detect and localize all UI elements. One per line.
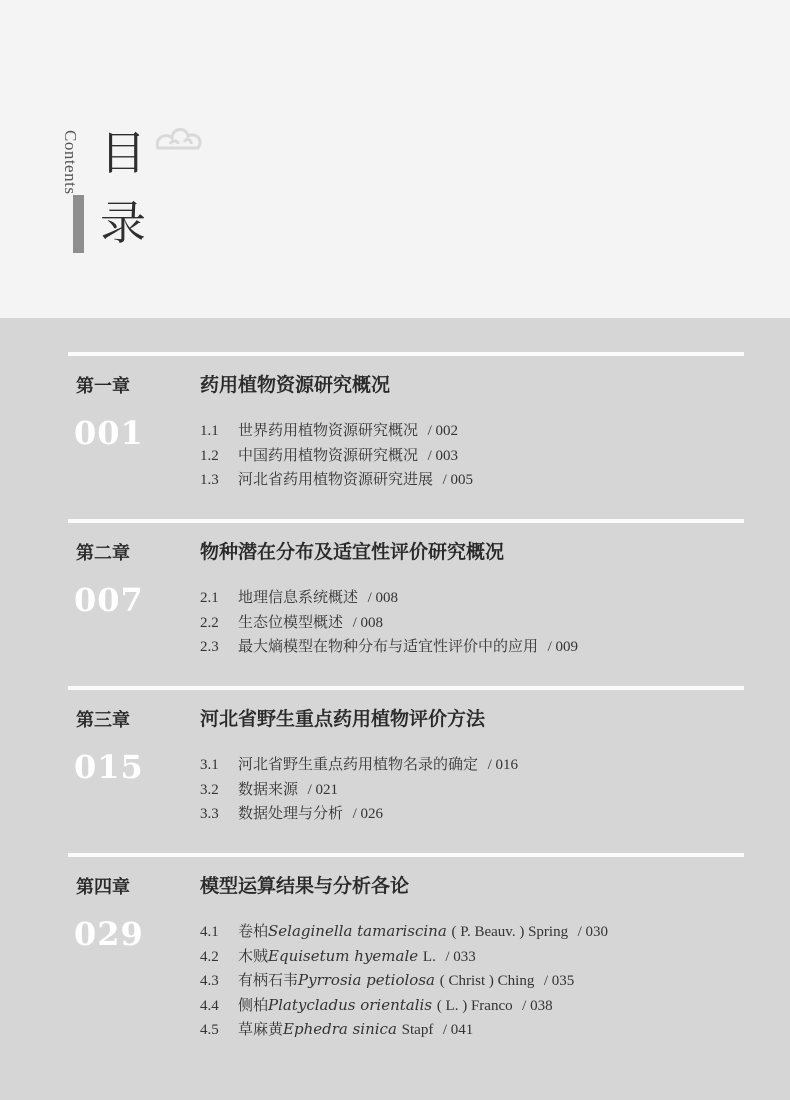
section-title: 数据处理与分析 [238, 804, 344, 822]
section-number: 3.1 [200, 757, 219, 773]
section-number: 3.2 [200, 781, 219, 798]
cloud-ornament-icon [150, 110, 210, 170]
chapter-page-number: 029 [74, 915, 144, 953]
section-title: 河北省药用植物资源研究进展 [238, 470, 434, 488]
section-list [200, 585, 578, 659]
section-page: / 033 [445, 948, 476, 965]
section-title: 中国药用植物资源研究概况 [238, 445, 419, 464]
section-page: / 021 [307, 781, 338, 798]
species-latin-name: Equisetum hyemale [268, 946, 419, 965]
section-title: 河北省野生重点药用植物名录的确定 [238, 755, 479, 773]
species-latin-name: Ephedra sinica [283, 1020, 397, 1038]
section-page: / 008 [352, 614, 383, 631]
toc-entry[interactable] [200, 634, 578, 659]
toc-entry[interactable] [200, 1017, 608, 1042]
toc-entry[interactable] [200, 752, 518, 777]
section-number: 4.4 [200, 997, 219, 1014]
species-author: ( P. Beauv. ) Spring [451, 924, 569, 940]
section-title: 地理信息系统概述 [238, 588, 359, 606]
title-char-lu: 录 [100, 196, 146, 250]
section-page: / 005 [442, 472, 473, 488]
chapter-title: 河北省野生重点药用植物评价方法 [200, 708, 486, 730]
section-number: 2.1 [200, 590, 219, 606]
chapter-divider [68, 853, 744, 857]
chapter-label: 第四章 [76, 877, 130, 898]
toc-entry[interactable] [200, 801, 518, 826]
section-number: 1.3 [200, 472, 219, 488]
species-chinese-name: 侧柏 [238, 995, 269, 1014]
section-page: / 016 [487, 757, 518, 773]
section-page: / 030 [577, 924, 609, 940]
section-number: 3.3 [200, 806, 219, 822]
species-chinese-name: 有柄石韦 [238, 971, 299, 989]
title-char-mu: 目 [100, 126, 146, 180]
chapter-page-number: 007 [74, 581, 144, 619]
toc-entry[interactable] [200, 993, 608, 1018]
section-page: / 035 [543, 973, 575, 989]
section-number: 1.2 [200, 447, 219, 464]
section-number: 4.2 [200, 948, 219, 965]
chapter-label: 第二章 [76, 543, 130, 564]
section-number: 4.3 [200, 973, 219, 989]
species-author: ( Christ ) Ching [439, 973, 535, 989]
section-title: 世界药用植物资源研究概况 [238, 421, 419, 439]
toc-entry[interactable] [200, 610, 578, 635]
contents-accent-bar [73, 195, 84, 253]
contents-vertical-label: Contents [61, 130, 80, 195]
chapter-page-number: 001 [74, 414, 144, 452]
chapter-page-number: 015 [74, 748, 144, 786]
toc-entry[interactable] [200, 944, 608, 969]
species-author: Stapf [401, 1022, 434, 1038]
page-header-area [0, 0, 790, 318]
section-list [200, 418, 473, 492]
toc-entry[interactable] [200, 968, 608, 993]
section-list [200, 752, 518, 826]
section-page: / 041 [442, 1022, 474, 1038]
species-author: L. [422, 948, 436, 965]
species-chinese-name: 卷柏 [238, 922, 269, 940]
section-page: / 026 [352, 806, 383, 822]
section-page: / 038 [522, 997, 553, 1014]
species-chinese-name: 草麻黄 [238, 1020, 284, 1038]
chapter-label: 第三章 [76, 710, 130, 731]
toc-entry[interactable] [200, 585, 578, 610]
chapter-title: 模型运算结果与分析各论 [200, 875, 410, 897]
chapter-title: 物种潜在分布及适宜性评价研究概况 [200, 541, 505, 563]
section-number: 4.5 [200, 1022, 219, 1038]
section-page: / 009 [547, 639, 578, 655]
section-list [200, 919, 608, 1042]
chapter-divider [68, 352, 744, 356]
section-title: 生态位模型概述 [238, 612, 344, 631]
toc-entry[interactable] [200, 467, 473, 492]
species-author: ( L. ) Franco [436, 997, 513, 1014]
section-number: 4.1 [200, 924, 219, 940]
chapter-title: 药用植物资源研究概况 [200, 374, 391, 396]
toc-entry[interactable] [200, 919, 608, 944]
species-latin-name: Pyrrosia petiolosa [298, 971, 435, 989]
chapter-divider [68, 519, 744, 523]
section-title: 最大熵模型在物种分布与适宜性评价中的应用 [238, 637, 539, 655]
toc-entry[interactable] [200, 777, 518, 802]
chapter-label: 第一章 [76, 376, 130, 397]
species-latin-name: Selaginella tamariscina [268, 922, 447, 940]
species-chinese-name: 木贼 [238, 946, 269, 965]
species-latin-name: Platycladus orientalis [268, 995, 433, 1014]
toc-entry[interactable] [200, 418, 473, 443]
section-page: / 003 [427, 447, 458, 464]
section-number: 2.2 [200, 614, 219, 631]
section-number: 1.1 [200, 423, 219, 439]
section-page: / 002 [427, 423, 458, 439]
section-title: 数据来源 [238, 779, 299, 798]
section-page: / 008 [367, 590, 398, 606]
chapter-divider [68, 686, 744, 690]
toc-entry[interactable] [200, 443, 473, 468]
section-number: 2.3 [200, 639, 219, 655]
